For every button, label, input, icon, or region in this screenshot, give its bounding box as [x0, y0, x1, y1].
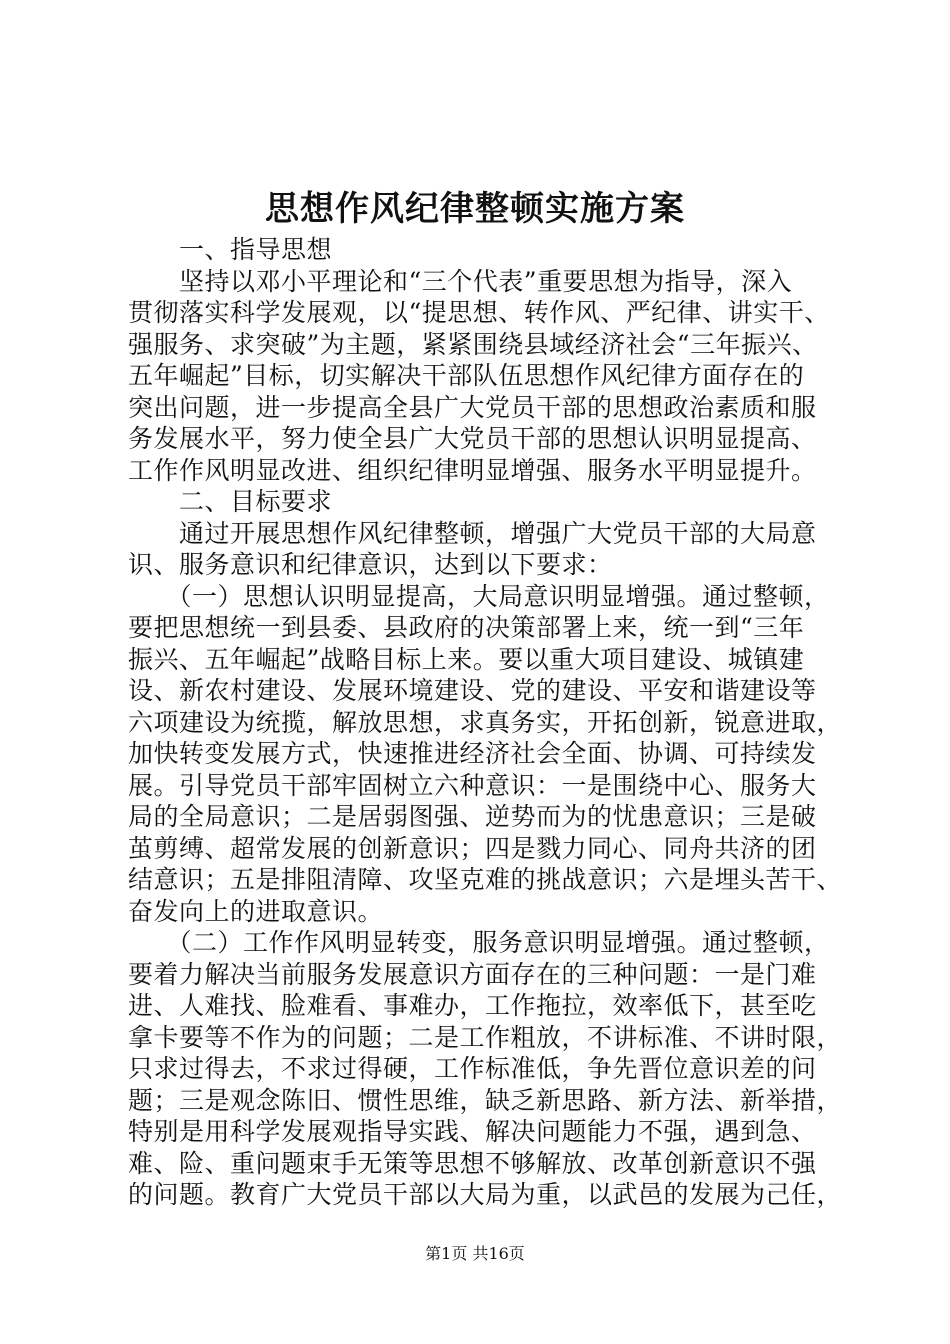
body-line: 六项建设为统揽，解放思想，求真务实，开拓创新，锐意进取， — [128, 707, 843, 737]
body-line: 奋发向上的进取意识。 — [128, 896, 384, 926]
body-line: 通过开展思想作风纪律整顿，增强广大党员干部的大局意 — [128, 518, 817, 548]
page-number-footer: 第1页 共16页 — [425, 1244, 525, 1263]
body-line: 结意识；五是排阻清障、攻坚克难的挑战意识；六是埋头苦干、 — [128, 865, 843, 894]
body-line: 特别是用科学发展观指导实践、解决问题能力不强，遇到急、 — [128, 1117, 817, 1146]
body-line: 题；三是观念陈旧、惯性思维，缺乏新思路、新方法、新举措， — [128, 1085, 843, 1115]
body-line: 贯彻落实科学发展观，以“提思想、转作风、严纪律、讲实干、 — [128, 298, 830, 327]
body-line: 识、服务意识和纪律意识，达到以下要求： — [128, 550, 613, 579]
body-line: 只求过得去，不求过得硬，工作标准低，争先晋位意识差的问 — [128, 1054, 817, 1083]
body-line: 振兴、五年崛起”战略目标上来。要以重大项目建设、城镇建 — [128, 644, 805, 674]
body-line: 二、目标要求 — [128, 487, 333, 516]
body-line: 要着力解决当前服务发展意识方面存在的三种问题：一是门难 — [128, 959, 817, 989]
document-title: 思想作风纪律整顿实施方案 — [265, 189, 685, 229]
body-line: （二）工作作风明显转变，服务意识明显增强。通过整顿， — [128, 928, 830, 957]
body-line: （一）思想认识明显提高，大局意识明显增强。通过整顿， — [128, 581, 830, 611]
body-line: 突出问题，进一步提高全县广大党员干部的思想政治素质和服 — [128, 392, 817, 422]
body-line: 工作作风明显改进、组织纪律明显增强、服务水平明显提升。 — [128, 455, 817, 485]
body-line: 局的全局意识；二是居弱图强、逆势而为的忧患意识；三是破 — [128, 802, 817, 831]
body-line: 强服务、求突破”为主题，紧紧围绕县域经济社会“三年振兴、 — [128, 329, 818, 359]
body-line: 加快转变发展方式，快速推进经济社会全面、协调、可持续发 — [128, 739, 817, 768]
document-body — [128, 234, 843, 1211]
body-line: 进、人难找、脸难看、事难办，工作拖拉，效率低下，甚至吃 — [128, 991, 817, 1020]
body-line: 务发展水平，努力使全县广大党员干部的思想认识明显提高、 — [128, 424, 817, 453]
body-line: 茧剪缚、超常发展的创新意识；四是戮力同心、同舟共济的团 — [128, 833, 817, 863]
body-line: 展。引导党员干部牢固树立六种意识：一是围绕中心、服务大 — [128, 770, 817, 800]
body-line: 坚持以邓小平理论和“三个代表”重要思想为指导，深入 — [128, 266, 793, 296]
body-line: 的问题。教育广大党员干部以大局为重，以武邑的发展为己任， — [128, 1180, 843, 1209]
body-line: 拿卡要等不作为的问题；二是工作粗放，不讲标准、不讲时限， — [128, 1022, 843, 1052]
body-line: 设、新农村建设、发展环境建设、党的建设、平安和谐建设等 — [128, 676, 817, 705]
body-line: 一、指导思想 — [128, 235, 333, 264]
body-line: 要把思想统一到县委、县政府的决策部署上来，统一到“三年 — [128, 613, 805, 642]
body-line: 五年崛起”目标，切实解决干部队伍思想作风纪律方面存在的 — [128, 361, 805, 390]
body-line: 难、险、重问题束手无策等思想不够解放、改革创新意识不强 — [128, 1148, 817, 1178]
